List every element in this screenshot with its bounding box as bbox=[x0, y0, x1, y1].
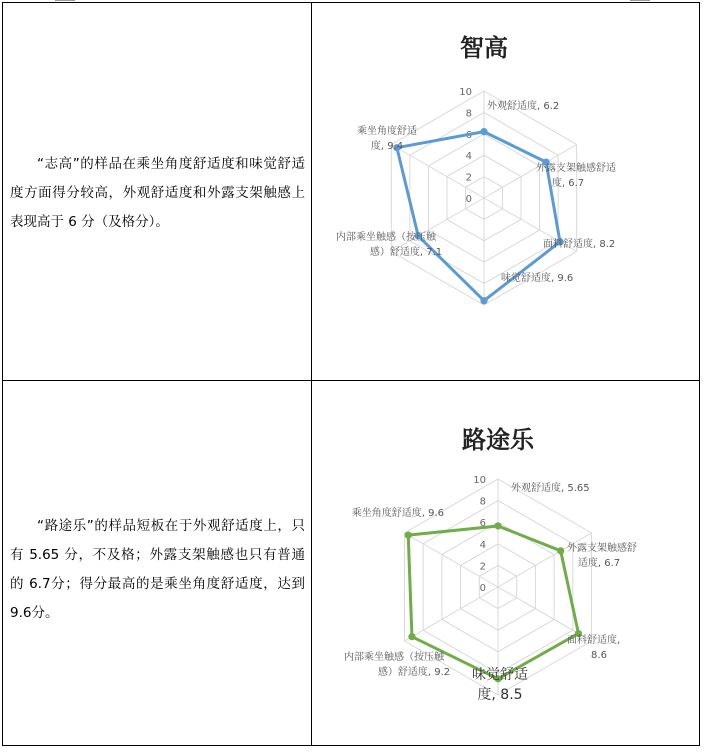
zhigao-data-point-3 bbox=[480, 297, 487, 304]
zhigao-tick-label-2: 2 bbox=[465, 172, 472, 184]
zhigao-tick-label-8: 8 bbox=[465, 108, 472, 120]
zhigao-axis-label-4-line-1: 感）舒适度, 7.1 bbox=[369, 247, 443, 258]
radar-chart-zhigao bbox=[312, 4, 697, 376]
zhigao-spoke-4 bbox=[391, 198, 484, 252]
zhigao-axis-label-1-line-0: 外露支架触感舒适 bbox=[536, 163, 616, 174]
zhigao-axis-label-0-line-0: 外观舒适度, 6.2 bbox=[487, 101, 560, 112]
row2-description bbox=[10, 512, 305, 628]
zhigao-chart-title: 智高 bbox=[460, 34, 508, 62]
lutule-tick-label-0: 0 bbox=[479, 583, 486, 594]
zhigao-tick-label-4: 4 bbox=[465, 151, 472, 163]
lutule-axis-label-5-line-0: 乘坐角度舒适度, 9.6 bbox=[351, 508, 444, 519]
zhigao-axis-label-2-line-0: 面料舒适度, 8.2 bbox=[543, 239, 616, 250]
zhigao-tick-label-10: 10 bbox=[459, 87, 472, 98]
row1-description-text: “志高”的样品在乘坐角度舒适度和味觉舒适度方面得分较高，外观舒适度和外露支架触感上表现高于 6 分（及格分）。 bbox=[10, 156, 305, 230]
radar-chart-lutule bbox=[312, 382, 697, 746]
lutule-chart-title: 路途乐 bbox=[462, 426, 534, 454]
lutule-tick-label-8: 8 bbox=[479, 496, 486, 508]
lutule-tick-label-2: 2 bbox=[479, 561, 486, 573]
lutule-axis-label-0-line-0: 外观舒适度, 5.65 bbox=[511, 483, 590, 494]
lutule-data-point-4 bbox=[408, 633, 415, 640]
lutule-spoke-4 bbox=[404, 587, 498, 641]
zhigao-axis-label-5-line-0: 乘坐角度舒适 bbox=[357, 126, 417, 137]
lutule-tick-label-6: 6 bbox=[479, 518, 486, 530]
zhigao-tick-label-6: 6 bbox=[465, 129, 472, 141]
row1-description bbox=[10, 150, 305, 237]
zhigao-tick-label-0: 0 bbox=[465, 194, 472, 205]
page-edge-mark-right bbox=[630, 0, 650, 1]
lutule-data-point-5 bbox=[405, 532, 412, 539]
lutule-axis-label-1-line-0: 外露支架触感舒 bbox=[567, 543, 637, 554]
zhigao-axis-label-5-line-1: 度, 9.4 bbox=[370, 141, 404, 152]
lutule-axis-label-3-line-0: 味觉舒适 bbox=[472, 667, 528, 683]
row2-description-text: “路途乐”的样品短板在于外观舒适度上，只有 5.65 分，不及格；外露支架触感也只有普通的 6.7分；得分最高的是乘坐角度舒适度，达到 9.6分。 bbox=[10, 518, 305, 621]
zhigao-axis-label-4-line-0: 内部乘坐触感（按压触 bbox=[336, 232, 436, 243]
lutule-axis-label-2-line-1: 8.6 bbox=[591, 650, 607, 661]
lutule-tick-label-10: 10 bbox=[473, 475, 486, 486]
lutule-axis-label-4-line-0: 内部乘坐触感（按压触 bbox=[344, 652, 444, 663]
zhigao-axis-label-3-line-0: 味觉舒适度, 9.6 bbox=[501, 273, 574, 284]
row-divider bbox=[3, 380, 699, 381]
lutule-axis-label-3-line-1: 度, 8.5 bbox=[477, 687, 523, 703]
lutule-axis-label-2-line-0: 面料舒适度, bbox=[567, 635, 621, 646]
lutule-tick-label-4: 4 bbox=[479, 539, 486, 551]
lutule-data-point-1 bbox=[557, 547, 564, 554]
zhigao-data-point-0 bbox=[480, 128, 487, 135]
page-edge-mark-left bbox=[55, 0, 75, 1]
lutule-axis-label-1-line-1: 适度, 6.7 bbox=[577, 558, 621, 569]
zhigao-axis-label-1-line-1: 度, 6.7 bbox=[551, 178, 585, 189]
lutule-axis-label-4-line-1: 感）舒适度, 9.2 bbox=[377, 667, 451, 678]
lutule-data-point-0 bbox=[494, 522, 501, 529]
